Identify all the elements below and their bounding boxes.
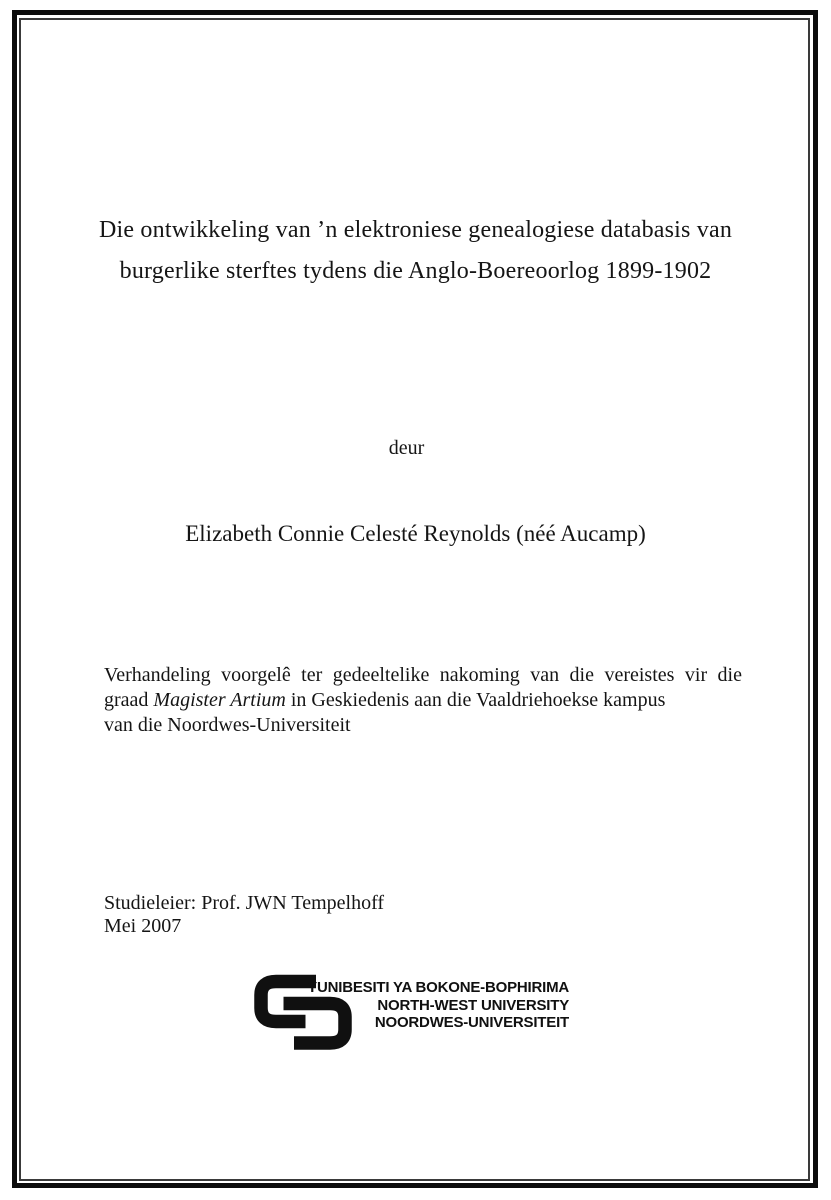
submission-statement	[104, 663, 742, 738]
supervisor-block	[104, 892, 384, 938]
submission-line-1: Verhandeling voorgelê ter gedeeltelike nakoming van die vereistes vir die	[104, 664, 742, 686]
submission-line-2	[104, 688, 742, 713]
submission-line-3: van die Noordwes-Universiteit	[104, 714, 351, 736]
university-names	[307, 979, 569, 1032]
author-name: Elizabeth Connie Celesté Reynolds (néé Aucamp)	[185, 521, 646, 546]
title-line-1: Die ontwikkeling van ’n elektroniese genealogiese databasis van	[98, 217, 733, 243]
university-name-english: NORTH-WEST UNIVERSITY	[377, 996, 569, 1014]
supervisor-line: Studieleier: Prof. JWN Tempelhoff	[104, 892, 385, 914]
degree-prefix: graad	[104, 689, 154, 711]
thesis-title	[60, 210, 771, 292]
degree-suffix: in Geskiedenis aan die Vaaldriehoekse kampus	[285, 689, 666, 711]
byline-deur: deur	[388, 437, 425, 459]
title-line-2: burgerlike sterftes tydens die Anglo-Boereoorlog 1899-1902	[119, 258, 712, 284]
date-line: Mei 2007	[104, 915, 182, 937]
degree-name-italic: Magister Artium	[153, 689, 286, 711]
university-name-setswana: YUNIBESITI YA BOKONE-BOPHIRIMA	[307, 979, 569, 996]
university-name-afrikaans: NOORDWES-UNIVERSITEIT	[374, 1014, 569, 1031]
